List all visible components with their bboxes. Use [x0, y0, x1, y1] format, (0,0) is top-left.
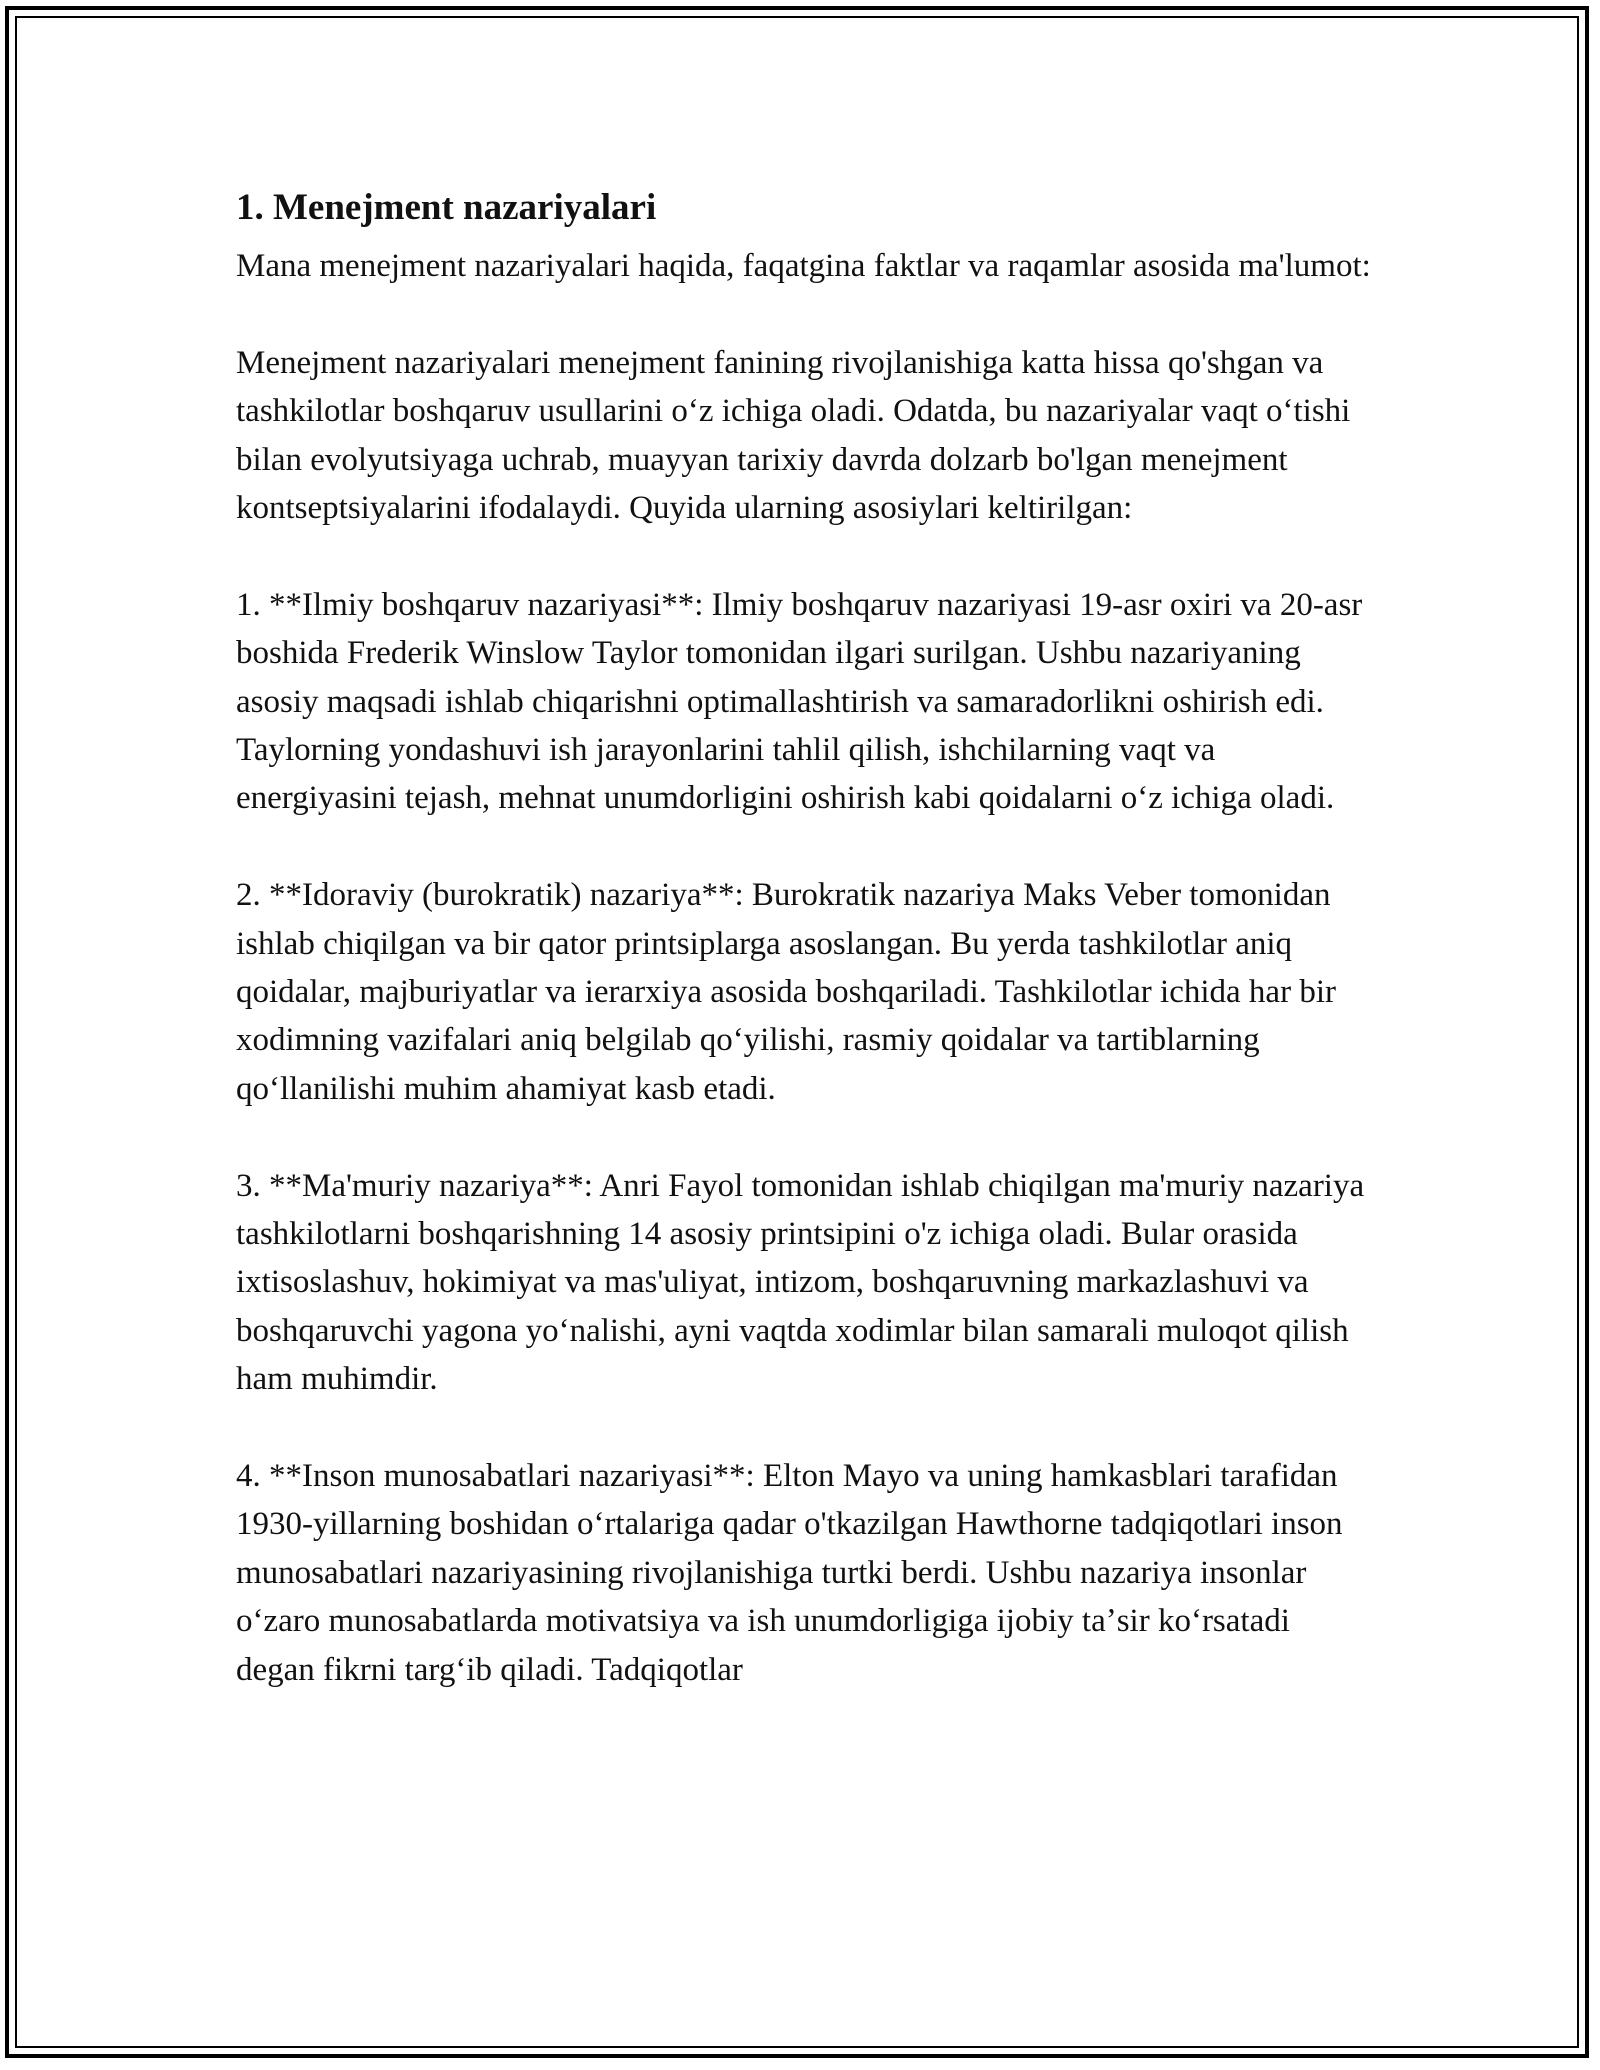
- list-item-administrative-theory: 3. **Ma'muriy nazariya**: Anri Fayol tomonidan ishlab chiqilgan ma'muriy nazariya tashkilotlarni boshqarishning 14 asosiy printsipini o'z ichiga oladi. Bular orasida ixtisoslashuv, hokimiyat va mas'uliyat, intizom, boshqaruvning markazlashuvi va boshqaruvchi yagona yoʻnalishi, ayni vaqtda xodimlar bilan samarali muloqot qilish ham muhimdir.: [236, 1167, 1365, 1398]
- document-body: [236, 184, 1376, 1694]
- list-item-human-relations-theory: 4. **Inson munosabatlari nazariyasi**: Elton Mayo va uning hamkasblari tarafidan 1930-yillarning boshidan oʻrtalariga qadar o'tkazilgan Hawthorne tadqiqotlari inson munosabatlari nazariyasining rivojlanishiga turtki berdi. Ushbu nazariya insonlar oʻzaro munosabatlarda motivatsiya va ish unumdorligiga ijobiy taʼsir koʻrsatadi degan fikrni targʻib qiladi. Tadqiqotlar: [236, 1458, 1343, 1688]
- list-item-scientific-management: 1. **Ilmiy boshqaruv nazariyasi**: Ilmiy boshqaruv nazariyasi 19-asr oxiri va 20-asr boshida Frederik Winslow Taylor tomonidan ilgari surilgan. Ushbu nazariyaning asosiy maqsadi ishlab chiqarishni optimallashtirish va samaradorlikni oshirish edi. Taylorning yondashuvi ish jarayonlarini tahlil qilish, ishchilarning vaqt va energiyasini tejash, mehnat unumdorligini oshirish kabi qoidalarni oʻz ichiga oladi.: [236, 586, 1363, 817]
- intro-paragraph: Mana menejment nazariyalari haqida, faqatgina faktlar va raqamlar asosida ma'lumot:: [236, 248, 1371, 284]
- overview-paragraph: Menejment nazariyalari menejment fanining rivojlanishiga katta hissa qo'shgan va tashkilotlar boshqaruv usullarini oʻz ichiga oladi. Odatda, bu nazariyalar vaqt oʻtishi bilan evolyutsiyaga uchrab, muayyan tarixiy davrda dolzarb bo'lgan menejment kontseptsiyalarini ifodalaydi. Quyida ularning asosiylari keltirilgan:: [236, 344, 1351, 527]
- document-heading: 1. Menejment nazariyalari: [236, 187, 657, 228]
- list-item-bureaucratic-theory: 2. **Idoraviy (burokratik) nazariya**: Burokratik nazariya Maks Veber tomonidan ishlab chiqilgan va bir qator printsiplarga asoslangan. Bu yerda tashkilotlar aniq qoidalar, majburiyatlar va ierarxiya asosida boshqariladi. Tashkilotlar ichida har bir xodimning vazifalari aniq belgilab qoʻyilishi, rasmiy qoidalar va tartiblarning qoʻllanilishi muhim ahamiyat kasb etadi.: [236, 877, 1336, 1107]
